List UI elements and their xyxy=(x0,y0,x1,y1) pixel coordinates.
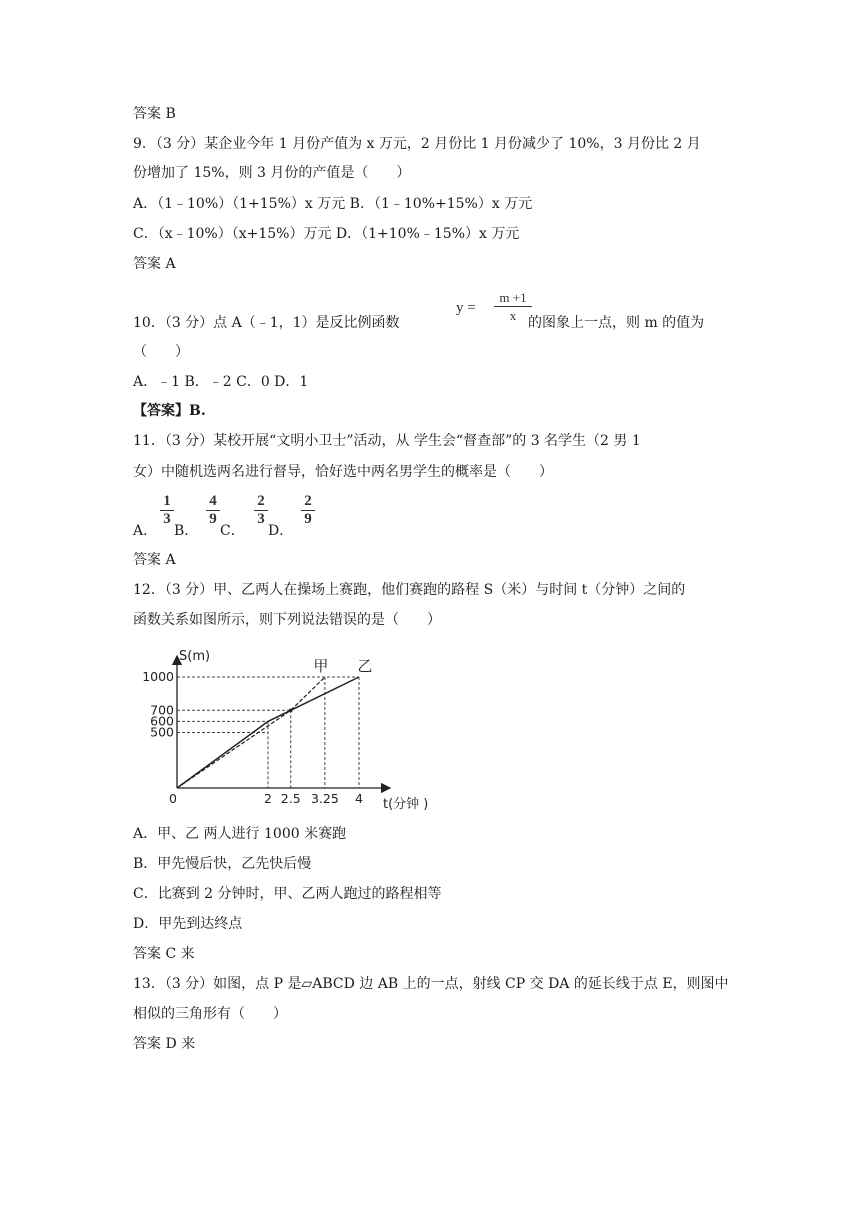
fraction-numerator: 1 xyxy=(163,493,171,509)
q10-stem-line2: （ ） xyxy=(133,344,189,360)
q11-option-a-label: A． xyxy=(133,523,158,539)
distance-time-chart xyxy=(130,645,450,815)
q9-options-ab: A．（1﹣10%）（1+15%）x 万元 B．（1﹣10%+15%）x 万元 xyxy=(133,196,533,212)
q9-stem-line2: 份增加了 15%，则 3 月份的产值是（ ） xyxy=(133,165,411,181)
q12-option-d: D．甲先到达终点 xyxy=(133,916,243,932)
q10-equation-y: y = xyxy=(456,300,476,316)
x-axis-label: t(分钟 ) xyxy=(383,797,429,812)
q9-stem-line1: 9．（3 分）某企业今年 1 月份产值为 x 万元，2 月份比 1 月份减少了 10%，3 月份比 2 月 xyxy=(133,136,701,152)
series-label-yi: 乙 xyxy=(357,657,373,675)
y-tick-label: 600 xyxy=(150,713,174,729)
q10-answer: 【答案】B. xyxy=(133,403,206,419)
fraction-denominator: 9 xyxy=(209,511,217,527)
q12-option-a: A．甲、乙 两人进行 1000 米赛跑 xyxy=(133,826,347,842)
q10-equation-denominator: x xyxy=(509,308,517,323)
q13-stem-line2: 相似的三角形有（ ） xyxy=(133,1006,287,1022)
q12-answer: 答案 C 来 xyxy=(133,946,195,962)
q12-stem-line1: 12．（3 分）甲、乙两人在操场上赛跑，他们赛跑的路程 S（米）与时间 t（分钟）之间的 xyxy=(133,582,686,598)
origin-label: 0 xyxy=(169,791,177,806)
q11-answer: 答案 A xyxy=(133,552,176,568)
fraction-denominator: 3 xyxy=(163,511,171,527)
q9-options-cd: C．（x﹣10%）（x+15%）万元 D．（1+10%﹣15%）x 万元 xyxy=(133,226,520,242)
q11-option-b-label: B． xyxy=(174,523,199,539)
q10-options: A．﹣1 B．﹣2 C．0 D．1 xyxy=(133,374,309,390)
q11-stem-line1: 11．（3 分）某校开展“文明小卫士”活动，从 学生会“督查部”的 3 名学生（2 男 1 xyxy=(133,433,641,449)
y-axis-label: S(m) xyxy=(179,649,211,664)
q11-option-c-fraction xyxy=(254,494,268,527)
q12-option-c: C．比赛到 2 分钟时，甲、乙两人跑过的路程相等 xyxy=(133,886,442,902)
x-tick-label: 3.25 xyxy=(310,791,339,806)
q11-option-a-fraction xyxy=(160,494,174,527)
q11-option-c-label: C． xyxy=(220,523,245,539)
intersection-point xyxy=(289,709,293,713)
y-tick-label: 700 xyxy=(150,702,174,718)
fraction-numerator: 4 xyxy=(209,493,217,509)
q12-option-b: B．甲先慢后快，乙先快后慢 xyxy=(133,856,312,872)
q10-equation-numerator: m +1 xyxy=(499,290,527,305)
series-label-jia: 甲 xyxy=(313,657,329,675)
q9-answer: 答案 A xyxy=(133,256,176,272)
fraction-numerator: 2 xyxy=(257,493,265,509)
q13-stem-line1: 13．（3 分）如图，点 P 是▱ABCD 边 AB 上的一点，射线 CP 交 DA 的延长线于点 E，则图中 xyxy=(133,976,729,992)
q10-equation-fraction xyxy=(494,290,532,323)
q12-stem-line2: 函数关系如图所示，则下列说法错误的是（ ） xyxy=(133,612,441,628)
fraction-denominator: 3 xyxy=(257,511,265,527)
x-tick-label: 2.5 xyxy=(280,791,301,806)
q11-option-b-fraction xyxy=(206,494,220,527)
q11-option-d-fraction xyxy=(301,494,315,527)
q10-stem-prefix: 10．（3 分）点 A（﹣1，1）是反比例函数 xyxy=(133,315,400,331)
q11-option-d-label: D． xyxy=(268,523,294,539)
fraction-denominator: 9 xyxy=(304,511,312,527)
y-tick-label: 500 xyxy=(150,724,174,740)
fraction-numerator: 2 xyxy=(304,493,312,509)
y-tick-label: 1000 xyxy=(142,669,174,684)
x-tick-label: 4 xyxy=(355,791,363,806)
x-tick-label: 2 xyxy=(264,791,272,806)
q8-answer: 答案 B xyxy=(133,106,176,122)
q13-answer: 答案 D 来 xyxy=(133,1036,196,1052)
q11-stem-line2: 女）中随机选两名进行督导，恰好选中两名男学生的概率是（ ） xyxy=(133,464,553,480)
q10-stem-suffix: 的图象上一点，则 m 的值为 xyxy=(528,315,705,331)
